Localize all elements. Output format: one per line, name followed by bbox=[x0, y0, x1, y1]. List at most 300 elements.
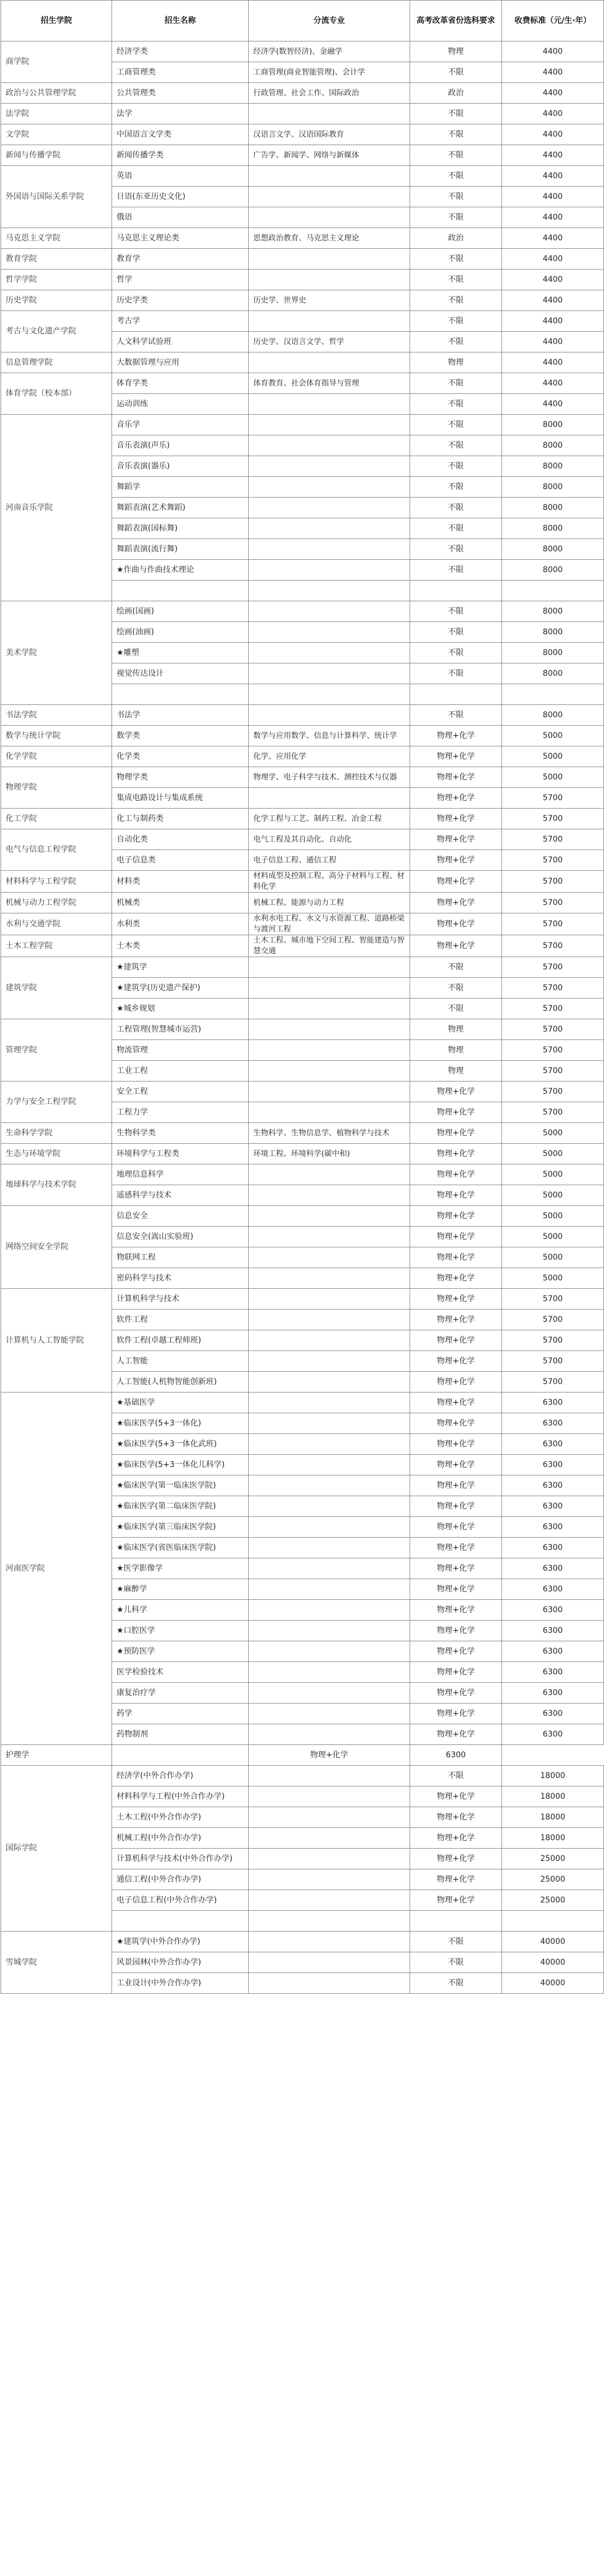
header-major: 招生名称 bbox=[112, 1, 249, 41]
division-cell bbox=[249, 601, 410, 622]
division-cell bbox=[249, 622, 410, 643]
fee-cell: 4400 bbox=[502, 62, 604, 83]
division-cell bbox=[249, 1973, 410, 1994]
division-cell: 化学工程与工艺、制药工程、冶金工程 bbox=[249, 809, 410, 829]
division-cell bbox=[249, 1434, 410, 1455]
fee-cell: 4400 bbox=[502, 145, 604, 166]
major-cell: ★医学影像学 bbox=[112, 1558, 249, 1579]
requirement-cell: 物理+化学 bbox=[410, 746, 502, 767]
division-cell bbox=[249, 1579, 410, 1600]
requirement-cell: 物理+化学 bbox=[410, 1310, 502, 1330]
fee-cell: 5700 bbox=[502, 1372, 604, 1393]
school-cell: 力学与安全工程学院 bbox=[1, 1082, 112, 1123]
major-cell bbox=[112, 1911, 249, 1932]
requirement-cell: 物理+化学 bbox=[410, 1206, 502, 1227]
requirement-cell: 不限 bbox=[410, 477, 502, 498]
requirement-cell: 不限 bbox=[410, 207, 502, 228]
major-cell: 土木类 bbox=[112, 935, 249, 957]
major-cell: 工商管理类 bbox=[112, 62, 249, 83]
division-cell bbox=[249, 1040, 410, 1061]
fee-cell: 8000 bbox=[502, 415, 604, 435]
major-cell: 中国语言文学类 bbox=[112, 124, 249, 145]
division-cell bbox=[249, 1330, 410, 1351]
school-cell: 马克思主义学院 bbox=[1, 228, 112, 249]
division-cell bbox=[249, 978, 410, 999]
table-row bbox=[1, 601, 604, 622]
division-cell: 电子信息工程、通信工程 bbox=[249, 850, 410, 871]
fee-cell bbox=[502, 684, 604, 705]
requirement-cell: 物理+化学 bbox=[410, 1247, 502, 1268]
fee-cell: 4400 bbox=[502, 104, 604, 124]
major-cell: 水利类 bbox=[112, 913, 249, 935]
major-cell: 舞蹈表演(艺术舞蹈) bbox=[112, 498, 249, 518]
major-cell: ★临床医学(省医临床医学院) bbox=[112, 1538, 249, 1558]
fee-cell: 6300 bbox=[502, 1475, 604, 1496]
major-cell: 电子信息类 bbox=[112, 850, 249, 871]
major-cell: 绘画(油画) bbox=[112, 622, 249, 643]
major-cell: 日语(东亚历史文化) bbox=[112, 187, 249, 207]
requirement-cell: 物理+化学 bbox=[410, 1890, 502, 1911]
requirement-cell: 物理+化学 bbox=[410, 1455, 502, 1475]
division-cell: 机械工程、能源与动力工程 bbox=[249, 893, 410, 913]
requirement-cell: 不限 bbox=[410, 435, 502, 456]
major-cell: 体育学类 bbox=[112, 373, 249, 394]
fee-cell: 5700 bbox=[502, 1019, 604, 1040]
major-cell: 信息安全(嵩山实验班) bbox=[112, 1227, 249, 1247]
requirement-cell: 物理+化学 bbox=[410, 1724, 502, 1745]
requirement-cell: 物理 bbox=[410, 352, 502, 373]
fee-cell: 4400 bbox=[502, 290, 604, 311]
major-cell: 俄语 bbox=[112, 207, 249, 228]
fee-cell: 6300 bbox=[502, 1538, 604, 1558]
major-cell: 视觉传达设计 bbox=[112, 663, 249, 684]
division-cell bbox=[249, 1351, 410, 1372]
division-cell bbox=[249, 435, 410, 456]
school-cell: 文学院 bbox=[1, 124, 112, 145]
requirement-cell: 物理+化学 bbox=[410, 1289, 502, 1310]
requirement-cell: 物理+化学 bbox=[410, 1082, 502, 1102]
fee-cell: 40000 bbox=[502, 1952, 604, 1973]
table-row bbox=[1, 270, 604, 290]
fee-cell: 6300 bbox=[502, 1621, 604, 1641]
requirement-cell: 不限 bbox=[410, 1932, 502, 1952]
table-row bbox=[1, 1932, 604, 1952]
requirement-cell: 物理+化学 bbox=[410, 1869, 502, 1890]
major-cell: 计算机科学与技术 bbox=[112, 1289, 249, 1310]
table-row bbox=[1, 311, 604, 332]
major-cell: 土木工程(中外合作办学) bbox=[112, 1807, 249, 1828]
fee-cell: 4400 bbox=[502, 124, 604, 145]
school-cell: 土木工程学院 bbox=[1, 935, 112, 957]
fee-cell: 4400 bbox=[502, 373, 604, 394]
major-cell: 哲学 bbox=[112, 270, 249, 290]
table-row bbox=[1, 913, 604, 935]
division-cell bbox=[249, 311, 410, 332]
division-cell: 水利水电工程、水文与水资源工程、道路桥梁与渡河工程 bbox=[249, 913, 410, 935]
major-cell: 生物科学类 bbox=[112, 1123, 249, 1144]
table-row bbox=[1, 1393, 604, 1413]
division-cell bbox=[249, 1724, 410, 1745]
header-requirement: 高考改革省份选科要求 bbox=[410, 1, 502, 41]
major-cell: 考古学 bbox=[112, 311, 249, 332]
requirement-cell: 物理+化学 bbox=[410, 1185, 502, 1206]
division-cell bbox=[249, 415, 410, 435]
header-division: 分流专业 bbox=[249, 1, 410, 41]
requirement-cell: 物理+化学 bbox=[410, 1683, 502, 1704]
division-cell bbox=[249, 1227, 410, 1247]
fee-cell: 6300 bbox=[502, 1496, 604, 1517]
school-cell: 物理学院 bbox=[1, 767, 112, 809]
fee-cell: 5700 bbox=[502, 829, 604, 850]
division-cell bbox=[249, 1952, 410, 1973]
major-cell: 安全工程 bbox=[112, 1082, 249, 1102]
requirement-cell: 政治 bbox=[410, 83, 502, 104]
fee-cell: 5700 bbox=[502, 871, 604, 893]
requirement-cell: 物理+化学 bbox=[410, 850, 502, 871]
division-cell bbox=[249, 187, 410, 207]
fee-cell: 4400 bbox=[502, 187, 604, 207]
fee-cell: 6300 bbox=[502, 1455, 604, 1475]
fee-cell: 4400 bbox=[502, 332, 604, 352]
major-cell: 遥感科学与技术 bbox=[112, 1185, 249, 1206]
fee-cell: 5700 bbox=[502, 935, 604, 957]
table-row bbox=[1, 935, 604, 957]
requirement-cell: 物理+化学 bbox=[410, 1621, 502, 1641]
table-row bbox=[1, 1082, 604, 1102]
division-cell: 材料成型及控制工程、高分子材料与工程、材料化学 bbox=[249, 871, 410, 893]
fee-cell: 5700 bbox=[502, 1289, 604, 1310]
major-cell: 软件工程(卓越工程师班) bbox=[112, 1330, 249, 1351]
table-row bbox=[1, 415, 604, 435]
major-cell: 人文科学试验班 bbox=[112, 332, 249, 352]
division-cell bbox=[249, 643, 410, 663]
major-cell: 化工与制药类 bbox=[112, 809, 249, 829]
division-cell bbox=[249, 477, 410, 498]
school-cell: 生态与环境学院 bbox=[1, 1144, 112, 1164]
division-cell: 广告学、新闻学、网络与新媒体 bbox=[249, 145, 410, 166]
division-cell bbox=[249, 1247, 410, 1268]
school-cell: 信息管理学院 bbox=[1, 352, 112, 373]
requirement-cell: 不限 bbox=[410, 999, 502, 1019]
school-cell: 考古与文化遗产学院 bbox=[1, 311, 112, 352]
major-cell: 绘画(国画) bbox=[112, 601, 249, 622]
division-cell bbox=[249, 352, 410, 373]
major-cell: 书法学 bbox=[112, 705, 249, 726]
school-cell: 管理学院 bbox=[1, 1019, 112, 1082]
major-cell: 工业工程 bbox=[112, 1061, 249, 1082]
division-cell bbox=[249, 1766, 410, 1786]
table-row bbox=[1, 809, 604, 829]
division-cell bbox=[249, 1289, 410, 1310]
division-cell: 环境工程、环境科学(碳中和) bbox=[249, 1144, 410, 1164]
table-row bbox=[1, 957, 604, 978]
requirement-cell: 不限 bbox=[410, 622, 502, 643]
requirement-cell: 物理+化学 bbox=[410, 1600, 502, 1621]
division-cell: 化学、应用化学 bbox=[249, 746, 410, 767]
school-cell: 网络空间安全学院 bbox=[1, 1206, 112, 1289]
major-cell: 音乐表演(器乐) bbox=[112, 456, 249, 477]
division-cell bbox=[249, 1932, 410, 1952]
table-row bbox=[1, 1289, 604, 1310]
school-cell: 商学院 bbox=[1, 41, 112, 83]
requirement-cell: 物理+化学 bbox=[410, 1413, 502, 1434]
fee-cell: 5000 bbox=[502, 1185, 604, 1206]
table-row bbox=[1, 104, 604, 124]
fee-cell: 5000 bbox=[502, 746, 604, 767]
major-cell: 康复治疗学 bbox=[112, 1683, 249, 1704]
school-cell: 电气与信息工程学院 bbox=[1, 829, 112, 871]
fee-cell: 5700 bbox=[502, 850, 604, 871]
table-row bbox=[1, 373, 604, 394]
requirement-cell: 物理+化学 bbox=[410, 935, 502, 957]
major-cell: ★建筑学(历史遗产保护) bbox=[112, 978, 249, 999]
fee-cell: 18000 bbox=[502, 1766, 604, 1786]
requirement-cell: 物理+化学 bbox=[410, 788, 502, 809]
major-cell: 舞蹈学 bbox=[112, 477, 249, 498]
fee-cell: 6300 bbox=[502, 1600, 604, 1621]
fee-cell: 6300 bbox=[502, 1704, 604, 1724]
fee-cell: 4400 bbox=[502, 228, 604, 249]
major-cell: 化学类 bbox=[112, 746, 249, 767]
division-cell bbox=[249, 560, 410, 581]
table-row bbox=[1, 705, 604, 726]
division-cell bbox=[249, 999, 410, 1019]
table-body bbox=[1, 41, 604, 1994]
fee-cell: 6300 bbox=[502, 1579, 604, 1600]
fee-cell: 5700 bbox=[502, 893, 604, 913]
division-cell bbox=[249, 1538, 410, 1558]
fee-cell: 8000 bbox=[502, 498, 604, 518]
fee-cell: 6300 bbox=[502, 1558, 604, 1579]
fee-cell bbox=[502, 1911, 604, 1932]
fee-cell: 4400 bbox=[502, 83, 604, 104]
requirement-cell: 物理+化学 bbox=[410, 1164, 502, 1185]
requirement-cell: 政治 bbox=[410, 228, 502, 249]
division-cell bbox=[249, 1662, 410, 1683]
division-cell bbox=[249, 498, 410, 518]
table-row bbox=[1, 41, 604, 62]
division-cell bbox=[249, 1310, 410, 1330]
major-cell: 机械类 bbox=[112, 893, 249, 913]
major-cell: 集成电路设计与集成系统 bbox=[112, 788, 249, 809]
major-cell: ★城乡规划 bbox=[112, 999, 249, 1019]
division-cell bbox=[249, 1268, 410, 1289]
division-cell bbox=[249, 663, 410, 684]
major-cell: 地理信息科学 bbox=[112, 1164, 249, 1185]
major-cell: 物理学类 bbox=[112, 767, 249, 788]
fee-cell: 6300 bbox=[502, 1517, 604, 1538]
division-cell bbox=[249, 1102, 410, 1123]
requirement-cell: 不限 bbox=[410, 104, 502, 124]
major-cell: 法学 bbox=[112, 104, 249, 124]
school-cell: 材料科学与工程学院 bbox=[1, 871, 112, 893]
table-row bbox=[1, 83, 604, 104]
requirement-cell: 不限 bbox=[410, 1766, 502, 1786]
major-cell: 医学检验技术 bbox=[112, 1662, 249, 1683]
requirement-cell: 不限 bbox=[410, 187, 502, 207]
requirement-cell: 不限 bbox=[410, 394, 502, 415]
fee-cell: 5700 bbox=[502, 1040, 604, 1061]
division-cell bbox=[249, 1061, 410, 1082]
requirement-cell: 不限 bbox=[410, 373, 502, 394]
major-cell: 运动训练 bbox=[112, 394, 249, 415]
fee-cell: 4400 bbox=[502, 352, 604, 373]
fee-cell: 5000 bbox=[502, 1206, 604, 1227]
division-cell: 经济学(数智经济)、金融学 bbox=[249, 41, 410, 62]
school-cell: 化学学院 bbox=[1, 746, 112, 767]
fee-cell: 18000 bbox=[502, 1807, 604, 1828]
requirement-cell: 物理+化学 bbox=[410, 1434, 502, 1455]
division-cell bbox=[249, 1828, 410, 1849]
school-cell: 建筑学院 bbox=[1, 957, 112, 1019]
division-cell bbox=[112, 1745, 249, 1766]
major-cell: ★临床医学(第三临床医学院) bbox=[112, 1517, 249, 1538]
fee-cell: 5700 bbox=[502, 1082, 604, 1102]
requirement-cell: 物理 bbox=[410, 1040, 502, 1061]
table-row bbox=[1, 228, 604, 249]
major-cell: 经济学(中外合作办学) bbox=[112, 1766, 249, 1786]
fee-cell: 5000 bbox=[502, 726, 604, 746]
fee-cell: 5700 bbox=[502, 978, 604, 999]
major-cell: ★儿科学 bbox=[112, 1600, 249, 1621]
major-cell: 物流管理 bbox=[112, 1040, 249, 1061]
division-cell bbox=[249, 456, 410, 477]
requirement-cell: 物理 bbox=[410, 1019, 502, 1040]
division-cell bbox=[249, 957, 410, 978]
fee-cell: 25000 bbox=[502, 1869, 604, 1890]
major-cell: 音乐表演(声乐) bbox=[112, 435, 249, 456]
requirement-cell: 物理+化学 bbox=[410, 1351, 502, 1372]
major-cell: 英语 bbox=[112, 166, 249, 187]
requirement-cell: 物理+化学 bbox=[410, 1641, 502, 1662]
fee-cell: 8000 bbox=[502, 539, 604, 560]
division-cell bbox=[249, 1807, 410, 1828]
division-cell bbox=[249, 1185, 410, 1206]
requirement-cell: 不限 bbox=[410, 518, 502, 539]
division-cell: 思想政治教育、马克思主义理论 bbox=[249, 228, 410, 249]
fee-cell: 5700 bbox=[502, 788, 604, 809]
fee-cell: 5000 bbox=[502, 1164, 604, 1185]
requirement-cell: 物理+化学 bbox=[410, 809, 502, 829]
header-fee: 收费标准（元/生·年） bbox=[502, 1, 604, 41]
requirement-cell bbox=[410, 684, 502, 705]
table-row bbox=[1, 767, 604, 788]
major-cell: 教育学 bbox=[112, 249, 249, 270]
division-cell bbox=[249, 684, 410, 705]
fee-cell: 5000 bbox=[502, 1268, 604, 1289]
division-cell bbox=[249, 1786, 410, 1807]
fee-cell: 8000 bbox=[502, 518, 604, 539]
table-row bbox=[1, 893, 604, 913]
division-cell bbox=[249, 1683, 410, 1704]
requirement-cell: 物理+化学 bbox=[410, 1393, 502, 1413]
school-cell: 机械与动力工程学院 bbox=[1, 893, 112, 913]
requirement-cell: 不限 bbox=[410, 539, 502, 560]
school-cell: 书法学院 bbox=[1, 705, 112, 726]
requirement-cell: 不限 bbox=[410, 498, 502, 518]
division-cell bbox=[249, 1558, 410, 1579]
fee-cell: 8000 bbox=[502, 643, 604, 663]
major-cell: ★雕塑 bbox=[112, 643, 249, 663]
school-cell: 体育学院（校本部） bbox=[1, 373, 112, 415]
fee-cell: 5700 bbox=[502, 999, 604, 1019]
major-cell: 物联网工程 bbox=[112, 1247, 249, 1268]
major-cell: 音乐学 bbox=[112, 415, 249, 435]
school-cell: 外国语与国际关系学院 bbox=[1, 166, 112, 228]
fee-cell: 4400 bbox=[502, 394, 604, 415]
requirement-cell: 不限 bbox=[410, 643, 502, 663]
table-row bbox=[1, 746, 604, 767]
fee-cell: 6300 bbox=[502, 1434, 604, 1455]
major-cell: 数学类 bbox=[112, 726, 249, 746]
major-cell: ★基础医学 bbox=[112, 1393, 249, 1413]
fee-cell: 5700 bbox=[502, 913, 604, 935]
school-cell: 雪城学院 bbox=[1, 1932, 112, 1994]
fee-cell: 6300 bbox=[502, 1683, 604, 1704]
major-cell: 环境科学与工程类 bbox=[112, 1144, 249, 1164]
requirement-cell: 物理+化学 bbox=[410, 1517, 502, 1538]
school-cell: 哲学学院 bbox=[1, 270, 112, 290]
requirement-cell bbox=[410, 1911, 502, 1932]
table-row bbox=[1, 829, 604, 850]
division-cell: 历史学、世界史 bbox=[249, 290, 410, 311]
division-cell bbox=[249, 1393, 410, 1413]
requirement-cell: 不限 bbox=[410, 290, 502, 311]
division-cell bbox=[249, 1517, 410, 1538]
major-cell: 软件工程 bbox=[112, 1310, 249, 1330]
school-cell: 美术学院 bbox=[1, 601, 112, 705]
division-cell bbox=[249, 1641, 410, 1662]
school-cell: 河南医学院 bbox=[1, 1393, 112, 1745]
division-cell bbox=[249, 1890, 410, 1911]
table-row bbox=[1, 124, 604, 145]
requirement-cell: 物理+化学 bbox=[410, 829, 502, 850]
major-cell: 人工智能(人机物智能创新班) bbox=[112, 1372, 249, 1393]
major-cell: 密码科学与技术 bbox=[112, 1268, 249, 1289]
requirement-cell: 物理+化学 bbox=[410, 1849, 502, 1869]
requirement-cell: 不限 bbox=[410, 249, 502, 270]
fee-cell: 5700 bbox=[502, 809, 604, 829]
division-cell bbox=[249, 1082, 410, 1102]
requirement-cell: 物理+化学 bbox=[410, 1496, 502, 1517]
school-cell: 地球科学与技术学院 bbox=[1, 1164, 112, 1206]
division-cell bbox=[249, 1164, 410, 1185]
table-header bbox=[1, 1, 604, 41]
fee-cell: 5700 bbox=[502, 1061, 604, 1082]
division-cell bbox=[249, 539, 410, 560]
requirement-cell: 物理+化学 bbox=[410, 1704, 502, 1724]
division-cell bbox=[249, 270, 410, 290]
requirement-cell: 物理+化学 bbox=[410, 1828, 502, 1849]
division-cell: 物理学、电子科学与技术、测控技术与仪器 bbox=[249, 767, 410, 788]
requirement-cell: 不限 bbox=[410, 124, 502, 145]
fee-cell: 5000 bbox=[502, 1144, 604, 1164]
fee-cell: 4400 bbox=[502, 207, 604, 228]
major-cell: 工程力学 bbox=[112, 1102, 249, 1123]
division-cell: 电气工程及其自动化、自动化 bbox=[249, 829, 410, 850]
fee-cell: 5700 bbox=[502, 1102, 604, 1123]
table-row bbox=[1, 249, 604, 270]
header-school: 招生学院 bbox=[1, 1, 112, 41]
division-cell: 生物科学、生物信息学、植物科学与技术 bbox=[249, 1123, 410, 1144]
fee-cell: 4400 bbox=[502, 41, 604, 62]
division-cell bbox=[249, 1704, 410, 1724]
division-cell: 土木工程、城市地下空间工程、智能建造与智慧交通 bbox=[249, 935, 410, 957]
requirement-cell: 不限 bbox=[410, 705, 502, 726]
fee-cell bbox=[502, 581, 604, 601]
fee-cell: 5700 bbox=[502, 957, 604, 978]
header-row bbox=[1, 1, 604, 41]
